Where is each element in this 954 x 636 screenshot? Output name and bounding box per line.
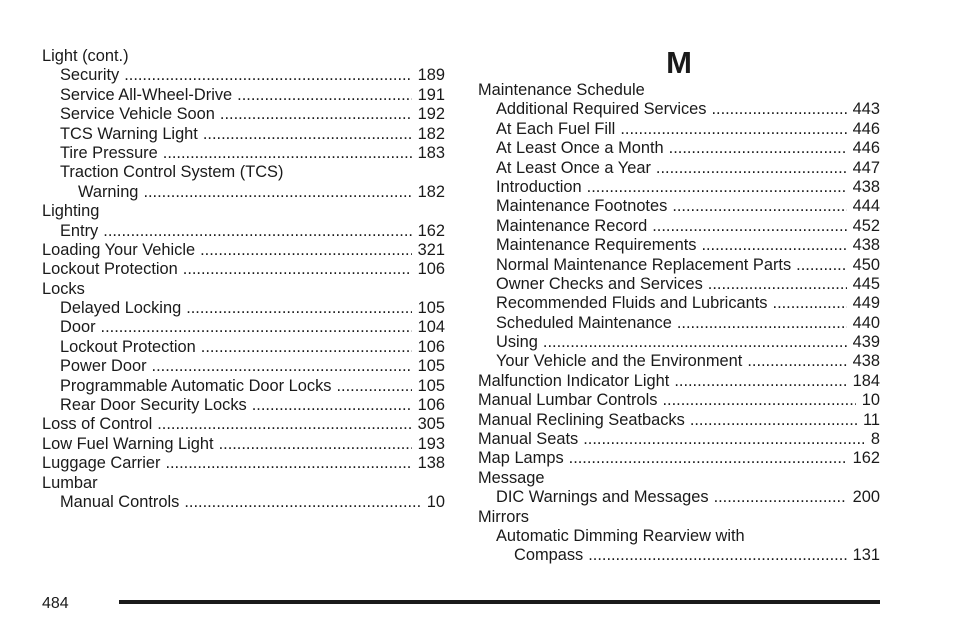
- entry-text: TCS Warning Light: [60, 124, 198, 143]
- index-entry: [478, 100, 880, 119]
- entry-page-number: 162: [852, 449, 880, 468]
- entry-page-number: 445: [852, 274, 880, 293]
- entry-page-number: 183: [417, 143, 445, 162]
- index-entry: [42, 280, 445, 299]
- dot-leader: [200, 241, 412, 260]
- entry-text: Luggage Carrier: [42, 454, 161, 473]
- index-entry: [478, 159, 880, 178]
- entry-page-number: 446: [852, 119, 880, 138]
- entry-text: Lockout Protection: [60, 337, 196, 356]
- entry-page-number: 446: [852, 139, 880, 158]
- index-entry: [42, 241, 445, 260]
- index-entry: [478, 275, 880, 294]
- index-entry: [42, 318, 445, 337]
- dot-leader: [101, 318, 412, 337]
- dot-leader: [184, 493, 420, 512]
- entry-text: Rear Door Security Locks: [60, 396, 247, 415]
- index-entry: [478, 469, 880, 488]
- index-entry: [42, 86, 445, 105]
- index-entry: [478, 527, 880, 546]
- dot-leader: [674, 372, 846, 391]
- entry-page-number: 447: [852, 158, 880, 177]
- dot-leader: [201, 338, 412, 357]
- entry-page-number: 182: [417, 124, 445, 143]
- index-entry: [42, 125, 445, 144]
- index-entry: [42, 47, 445, 66]
- entry-text: At Least Once a Month: [496, 139, 664, 158]
- dot-leader: [569, 449, 847, 468]
- index-entry: [478, 488, 880, 507]
- index-entry: [478, 449, 880, 468]
- dot-leader: [714, 488, 847, 507]
- entry-page-number: 105: [417, 357, 445, 376]
- entry-page-number: 189: [417, 66, 445, 85]
- dot-leader: [336, 377, 411, 396]
- index-entry: [42, 338, 445, 357]
- entry-text: At Least Once a Year: [496, 158, 651, 177]
- index-entry: [478, 352, 880, 371]
- index-entry: [42, 222, 445, 241]
- dot-leader: [152, 357, 412, 376]
- entry-text: Low Fuel Warning Light: [42, 434, 214, 453]
- entry-page-number: 191: [417, 85, 445, 104]
- entry-page-number: 439: [852, 333, 880, 352]
- index-entry: [42, 299, 445, 318]
- entry-page-number: 321: [417, 240, 445, 259]
- entry-page-number: 438: [852, 177, 880, 196]
- index-entry: [42, 377, 445, 396]
- entry-page-number: 184: [852, 371, 880, 390]
- index-entry: [42, 202, 445, 221]
- entry-text: Recommended Fluids and Lubricants: [496, 294, 768, 313]
- entry-text: DIC Warnings and Messages: [496, 488, 709, 507]
- index-entry: [478, 217, 880, 236]
- entry-page-number: 105: [417, 299, 445, 318]
- dot-leader: [143, 183, 411, 202]
- dot-leader: [796, 256, 846, 275]
- entry-text: Maintenance Record: [496, 216, 648, 235]
- index-entry: [478, 294, 880, 313]
- entry-page-number: 438: [852, 352, 880, 371]
- index-entry: [478, 256, 880, 275]
- dot-leader: [220, 105, 412, 124]
- dot-leader: [203, 125, 412, 144]
- index-entry: [478, 197, 880, 216]
- entry-text: Automatic Dimming Rearview with: [496, 526, 745, 545]
- entry-page-number: 106: [417, 396, 445, 415]
- section-letter: M: [666, 45, 692, 80]
- entry-page-number: 305: [417, 415, 445, 434]
- entry-page-number: 444: [852, 197, 880, 216]
- dot-leader: [662, 391, 855, 410]
- entry-text: Maintenance Footnotes: [496, 197, 668, 216]
- dot-leader: [620, 120, 846, 139]
- entry-text: Delayed Locking: [60, 299, 182, 318]
- index-entry: [42, 105, 445, 124]
- index-entry: [478, 430, 880, 449]
- entry-text: Loss of Control: [42, 415, 153, 434]
- index-entry: [42, 454, 445, 473]
- entry-page-number: 162: [417, 221, 445, 240]
- dot-leader: [587, 178, 847, 197]
- index-entry: [42, 66, 445, 85]
- index-entry: [42, 357, 445, 376]
- entry-page-number: 104: [417, 318, 445, 337]
- entry-text: Tire Pressure: [60, 143, 158, 162]
- entry-page-number: 450: [852, 255, 880, 274]
- index-entry: [478, 333, 880, 352]
- entry-text: Maintenance Requirements: [496, 236, 697, 255]
- dot-leader: [701, 236, 846, 255]
- index-entry: [478, 120, 880, 139]
- index-column-right: [478, 47, 880, 566]
- dot-leader: [583, 430, 864, 449]
- entry-text: Scheduled Maintenance: [496, 313, 672, 332]
- entry-text: Additional Required Services: [496, 100, 707, 119]
- entry-page-number: 11: [862, 410, 880, 429]
- entry-text: Service All-Wheel-Drive: [60, 85, 233, 104]
- entry-text: Warning: [78, 182, 139, 201]
- index-entry: [42, 415, 445, 434]
- dot-leader: [103, 222, 411, 241]
- entry-text: Malfunction Indicator Light: [478, 371, 670, 390]
- entry-page-number: 440: [852, 313, 880, 332]
- dot-leader: [165, 454, 411, 473]
- entry-page-number: 452: [852, 216, 880, 235]
- entry-page-number: 182: [417, 182, 445, 201]
- index-entry: [42, 144, 445, 163]
- entry-text: Entry: [60, 221, 99, 240]
- entry-text: Map Lamps: [478, 449, 564, 468]
- index-entry: [42, 474, 445, 493]
- dot-leader: [711, 100, 846, 119]
- index-entry: [42, 435, 445, 454]
- entry-text: Security: [60, 66, 120, 85]
- entry-text: Door: [60, 318, 96, 337]
- entry-page-number: 138: [417, 454, 445, 473]
- entry-page-number: 10: [426, 492, 445, 511]
- entry-text: Programmable Automatic Door Locks: [60, 376, 332, 395]
- entry-text: Compass: [514, 546, 584, 565]
- entry-page-number: 200: [852, 488, 880, 507]
- index-entry: [478, 81, 880, 100]
- entry-page-number: 106: [417, 337, 445, 356]
- index-entry: [478, 372, 880, 391]
- index-entry: [478, 314, 880, 333]
- entry-text: Using: [496, 333, 538, 352]
- dot-leader: [690, 411, 857, 430]
- dot-leader: [163, 144, 412, 163]
- entry-page-number: 449: [852, 294, 880, 313]
- dot-leader: [588, 546, 846, 565]
- dot-leader: [183, 260, 412, 279]
- entry-page-number: 438: [852, 236, 880, 255]
- page-number: 484: [42, 595, 69, 612]
- entry-text: Manual Seats: [478, 430, 579, 449]
- entry-text: Owner Checks and Services: [496, 274, 703, 293]
- entry-page-number: 131: [852, 546, 880, 565]
- entry-text: Lumbar: [42, 473, 98, 492]
- entry-text: Message: [478, 468, 545, 487]
- index-entry: [42, 493, 445, 512]
- dot-leader: [672, 197, 846, 216]
- footer-rule: [119, 600, 880, 604]
- entry-page-number: 10: [861, 391, 880, 410]
- entry-text: Introduction: [496, 177, 582, 196]
- dot-leader: [219, 435, 412, 454]
- index-entry: [478, 236, 880, 255]
- index-entry: [42, 163, 445, 182]
- entry-text: Locks: [42, 279, 85, 298]
- entry-page-number: 8: [870, 430, 880, 449]
- entry-text: Light (cont.): [42, 47, 129, 65]
- index-entry: [478, 178, 880, 197]
- dot-leader: [773, 294, 847, 313]
- entry-text: Manual Reclining Seatbacks: [478, 410, 685, 429]
- dot-leader: [237, 86, 411, 105]
- entry-text: Maintenance Schedule: [478, 81, 645, 99]
- dot-leader: [252, 396, 412, 415]
- dot-leader: [543, 333, 847, 352]
- index-column-left: [42, 47, 445, 512]
- index-entry: [478, 391, 880, 410]
- index-entry: [42, 260, 445, 279]
- dot-leader: [669, 139, 847, 158]
- index-entry: [478, 508, 880, 527]
- dot-leader: [656, 159, 847, 178]
- entry-page-number: 106: [417, 260, 445, 279]
- index-entry: [478, 139, 880, 158]
- index-entry: [478, 546, 880, 565]
- entry-text: Mirrors: [478, 507, 529, 526]
- index-entry: [42, 183, 445, 202]
- entry-page-number: 192: [417, 105, 445, 124]
- right-entries: [478, 81, 880, 566]
- dot-leader: [157, 415, 411, 434]
- entry-text: Manual Controls: [60, 492, 180, 511]
- dot-leader: [186, 299, 411, 318]
- entry-page-number: 105: [417, 376, 445, 395]
- entry-text: At Each Fuel Fill: [496, 119, 616, 138]
- entry-text: Service Vehicle Soon: [60, 105, 215, 124]
- entry-page-number: 443: [852, 100, 880, 119]
- entry-text: Lockout Protection: [42, 260, 178, 279]
- dot-leader: [124, 66, 411, 85]
- index-entry: [478, 411, 880, 430]
- index-entry: [42, 396, 445, 415]
- entry-text: Loading Your Vehicle: [42, 240, 196, 259]
- entry-page-number: 193: [417, 434, 445, 453]
- entry-text: Lighting: [42, 202, 100, 221]
- entry-text: Your Vehicle and the Environment: [496, 352, 743, 371]
- entry-text: Power Door: [60, 357, 147, 376]
- entry-text: Manual Lumbar Controls: [478, 391, 658, 410]
- dot-leader: [652, 217, 846, 236]
- entry-text: Normal Maintenance Replacement Parts: [496, 255, 792, 274]
- dot-leader: [747, 352, 846, 371]
- dot-leader: [708, 275, 847, 294]
- dot-leader: [677, 314, 847, 333]
- entry-text: Traction Control System (TCS): [60, 163, 284, 182]
